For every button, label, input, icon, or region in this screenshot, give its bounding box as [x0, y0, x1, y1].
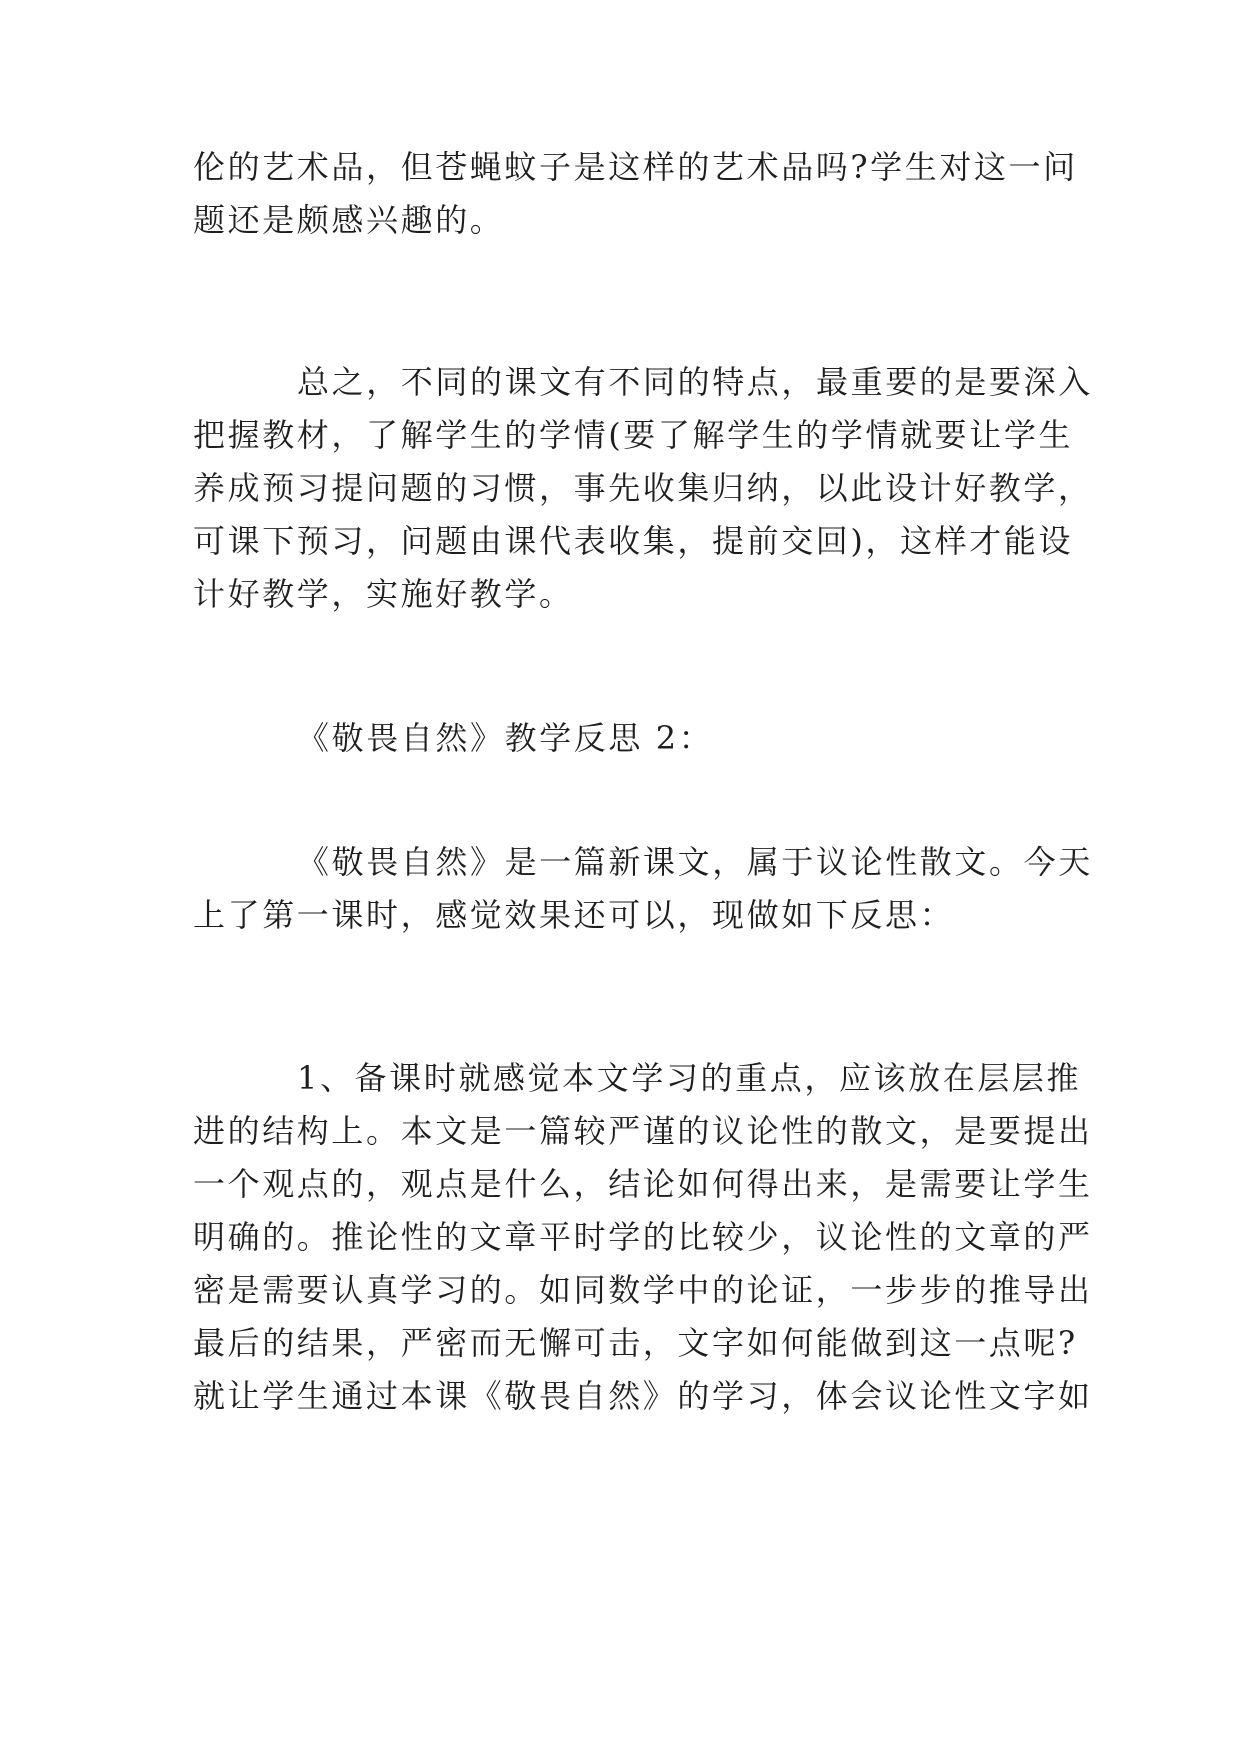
text-line: 伦的艺术品，但苍蝇蚊子是这样的艺术品吗?学生对这一问 — [193, 148, 1078, 186]
text-line: 把握教材，了解学生的学情(要了解学生的学情就要让学生 — [193, 416, 1074, 454]
text-line: 1、备课时就感觉本文学习的重点，应该放在层层推 — [297, 1059, 1082, 1097]
paragraph-continuation — [193, 141, 1078, 247]
text-line: 一个观点的，观点是什么，结论如何得出来，是需要让学生 — [193, 1165, 1093, 1203]
text-line: 最后的结果，严密而无懈可击，文字如何能做到这一点呢? — [193, 1324, 1078, 1362]
text-line: 题还是颇感兴趣的。 — [193, 201, 505, 239]
text-line: 计好教学，实施好教学。 — [193, 575, 574, 613]
text-line: 养成预习提问题的习惯，事先收集归纳，以此设计好教学， — [193, 469, 1093, 507]
text-line: 就让学生通过本课《敬畏自然》的学习，体会议论性文字如 — [193, 1377, 1093, 1415]
text-line: 上了第一课时，感觉效果还可以，现做如下反思： — [193, 896, 955, 934]
paragraph-intro — [193, 836, 1093, 942]
section-heading — [193, 712, 1063, 765]
heading-line: 《敬畏自然》教学反思 2： — [297, 719, 714, 757]
text-line: 总之，不同的课文有不同的特点，最重要的是要深入 — [297, 363, 1093, 401]
paragraph-point-1 — [193, 1052, 1093, 1423]
text-line: 可课下预习，问题由课代表收集，提前交回)，这样才能设 — [193, 522, 1074, 560]
paragraph-summary — [193, 356, 1093, 621]
text-line: 密是需要认真学习的。如同数学中的论证，一步步的推导出 — [193, 1271, 1093, 1309]
text-line: 明确的。推论性的文章平时学的比较少，议论性的文章的严 — [193, 1218, 1093, 1256]
text-line: 《敬畏自然》是一篇新课文，属于议论性散文。今天 — [297, 843, 1093, 881]
text-line: 进的结构上。本文是一篇较严谨的议论性的散文，是要提出 — [193, 1112, 1093, 1150]
